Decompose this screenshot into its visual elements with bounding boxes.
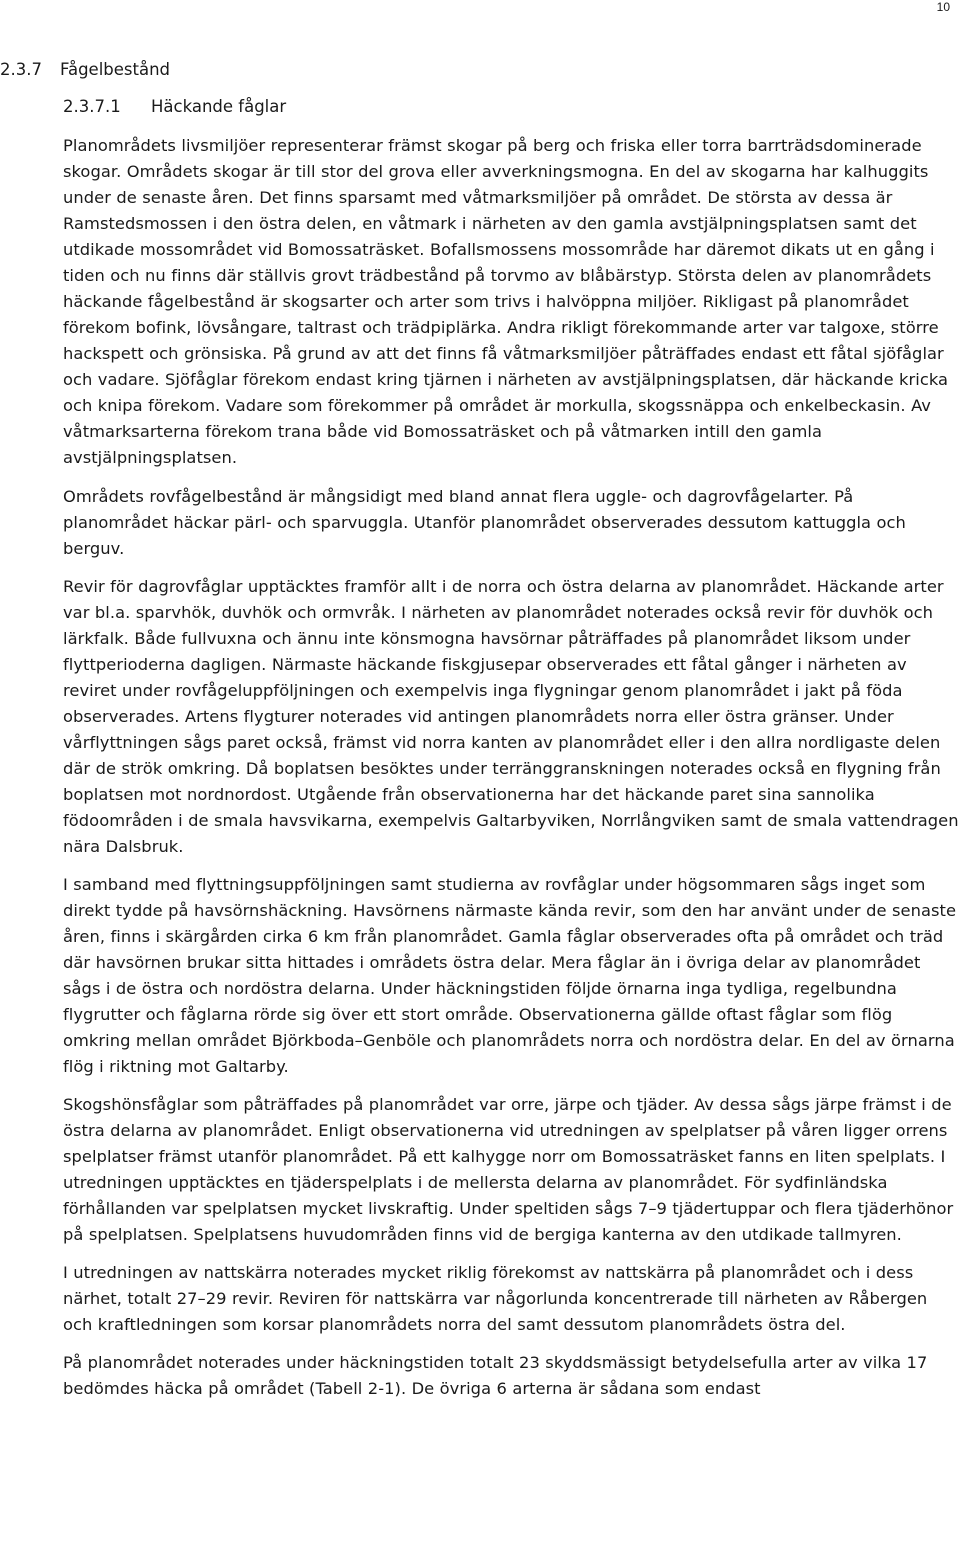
paragraph-nightjar: I utredningen av nattskärra noterades mycket riklig förekomst av nattskärra på planområdet och i dess närhet, totalt 27–29 revir. Reviren för nattskärra var någorlunda koncentrerade till närheten av Råbergen och kraftledningen som korsar planområdets norra del samt dessutom planområdets östra del. [63, 1263, 928, 1334]
section-heading [0, 60, 170, 79]
paragraph-habitats: Planområdets livsmiljöer representerar främst skogar på berg och friska eller torra barrträdsdominerade skogar. Områdets skogar är till stor del grova eller avverkningsmogna. En del av skogarna har kalhuggits under de senaste åren. Det finns sparsamt med våtmarksmiljöer på området. De största av dessa är Ramstedsmossen i den östra delen, en våtmark i närheten av den gamla avstjälpningsplatsen samt det utdikade mossområdet vid Bomossaträsket. Bofallsmossens mossområde har däremot dikats ut en gång i tiden och nu finns där ställvis grovt trädbestånd på torvmo av blåbärstyp. Största delen av planområdets häckande fågelbestånd är skogsarter och arter som trivs i halvöppna miljöer. Rikligast på planområdet förekom bofink, lövsångare, taltrast och trädpiplärka. Andra rikligt förekommande arter var talgoxe, större hackspett och grönsiska. På grund av att det finns få våtmarksmiljöer påträffades endast ett fåtal sjöfåglar och vadare. Sjöfåglar förekom endast kring tjärnen i närheten av avstjälpningsplatsen, där häckande kricka och knipa förekom. Vadare som förekommer på området är morkulla, skogssnäppa och enkelbeckasin. Av våtmarksarterna förekom trana både vid Bomossaträsket och på våtmarken intill den gamla avstjälpningsplatsen. [63, 136, 949, 467]
paragraph-grouse: Skogshönsfåglar som påträffades på planområdet var orre, järpe och tjäder. Av dessa sågs järpe främst i de östra delarna av planområdet. Enligt observationerna vid utredningen av spelplatser på våren ligger orrens spelplatser främst utanför planområdet. På ett kalhygge norr om Bomossaträsket fanns en liten spelplats. I utredningen upptäcktes en tjäderspelplats i de mellersta delarna av planområdet. För sydfinländska förhållanden var spelplatsen mycket livskraftig. Under speltiden sågs 7–9 tjädertuppar och flera tjäderhönor på spelplatsen. Spelplatsens huvudområden finns vid de bergiga kanterna av den utdikade tallmyren. [63, 1095, 954, 1244]
body-text [63, 133, 959, 1414]
paragraph-white-tailed-eagle: I samband med flyttningsuppföljningen samt studierna av rovfåglar under högsommaren sågs inget som direkt tydde på havsörnshäckning. Havsörnens närmaste kända revir, som den har använt under de senaste åren, finns i skärgården cirka 6 km från planområdet. Gamla fåglar observerades ofta på området och träd där havsörnen brukar sitta hittades i områdets östra delar. Mera fåglar än i övriga delar av planområdet sågs i de östra och nordöstra delarna. Under häckningstiden följde örnarna inga tydliga, regelbundna flygrutter och fåglarna rörde sig över ett stort område. Observationerna gällde oftast fåglar som flög omkring mellan området Björkboda–Genböle och planområdets norra och nordöstra delar. En del av örnarna flög i riktning mot Galtarby. [63, 875, 957, 1076]
paragraph-raptors: Områdets rovfågelbestånd är mångsidigt med bland annat flera uggle- och dagrovfågelarter. På planområdet häckar pärl- och sparvuggla. Utanför planområdet observerades dessutom kattuggla och berguv. [63, 487, 906, 558]
subsection-heading [63, 97, 286, 116]
paragraph-protected-species: På planområdet noterades under häckningstiden totalt 23 skyddsmässigt betydelsefulla arter av vilka 17 bedömdes häcka på området (Tabell 2-1). De övriga 6 arterna är sådana som endast [63, 1353, 928, 1398]
subsection-title: Häckande fåglar [151, 97, 287, 116]
page-number: 10 [936, 0, 950, 14]
section-number: 2.3.7 [0, 60, 42, 79]
subsection-number: 2.3.7.1 [63, 97, 121, 116]
paragraph-day-raptors: Revir för dagrovfåglar upptäcktes framför allt i de norra och östra delarna av planområdet. Häckande arter var bl.a. sparvhök, duvhök och ormvråk. I närheten av planområdet noterades också revir för duvhök och lärkfalk. Både fullvuxna och ännu inte könsmogna havsörnar påträffades på planområdet liksom under flyttperioderna dagligen. Närmaste häckande fiskgjusepar observerades ett fåtal gånger i närheten av reviret under rovfågeluppföljningen och exempelvis inga flygningar genom planområdet i jakt på föda observerades. Artens flygturer noterades vid antingen planområdets norra eller östra gränser. Under vårflyttningen sågs paret också, främst vid norra kanten av planområdet eller i den allra nordligaste delen där de strök omkring. Då boplatsen besöktes under terränggranskningen noterades också en flygning från boplatsen mot nordnordost. Utgående från observationerna har det häckande paret sina sannolika födoområden i de smala havsvikarna, exempelvis Galtarbyviken, Norrlångviken samt de smala vattendragen nära Dalsbruk. [63, 577, 959, 856]
section-title: Fågelbestånd [60, 60, 171, 79]
